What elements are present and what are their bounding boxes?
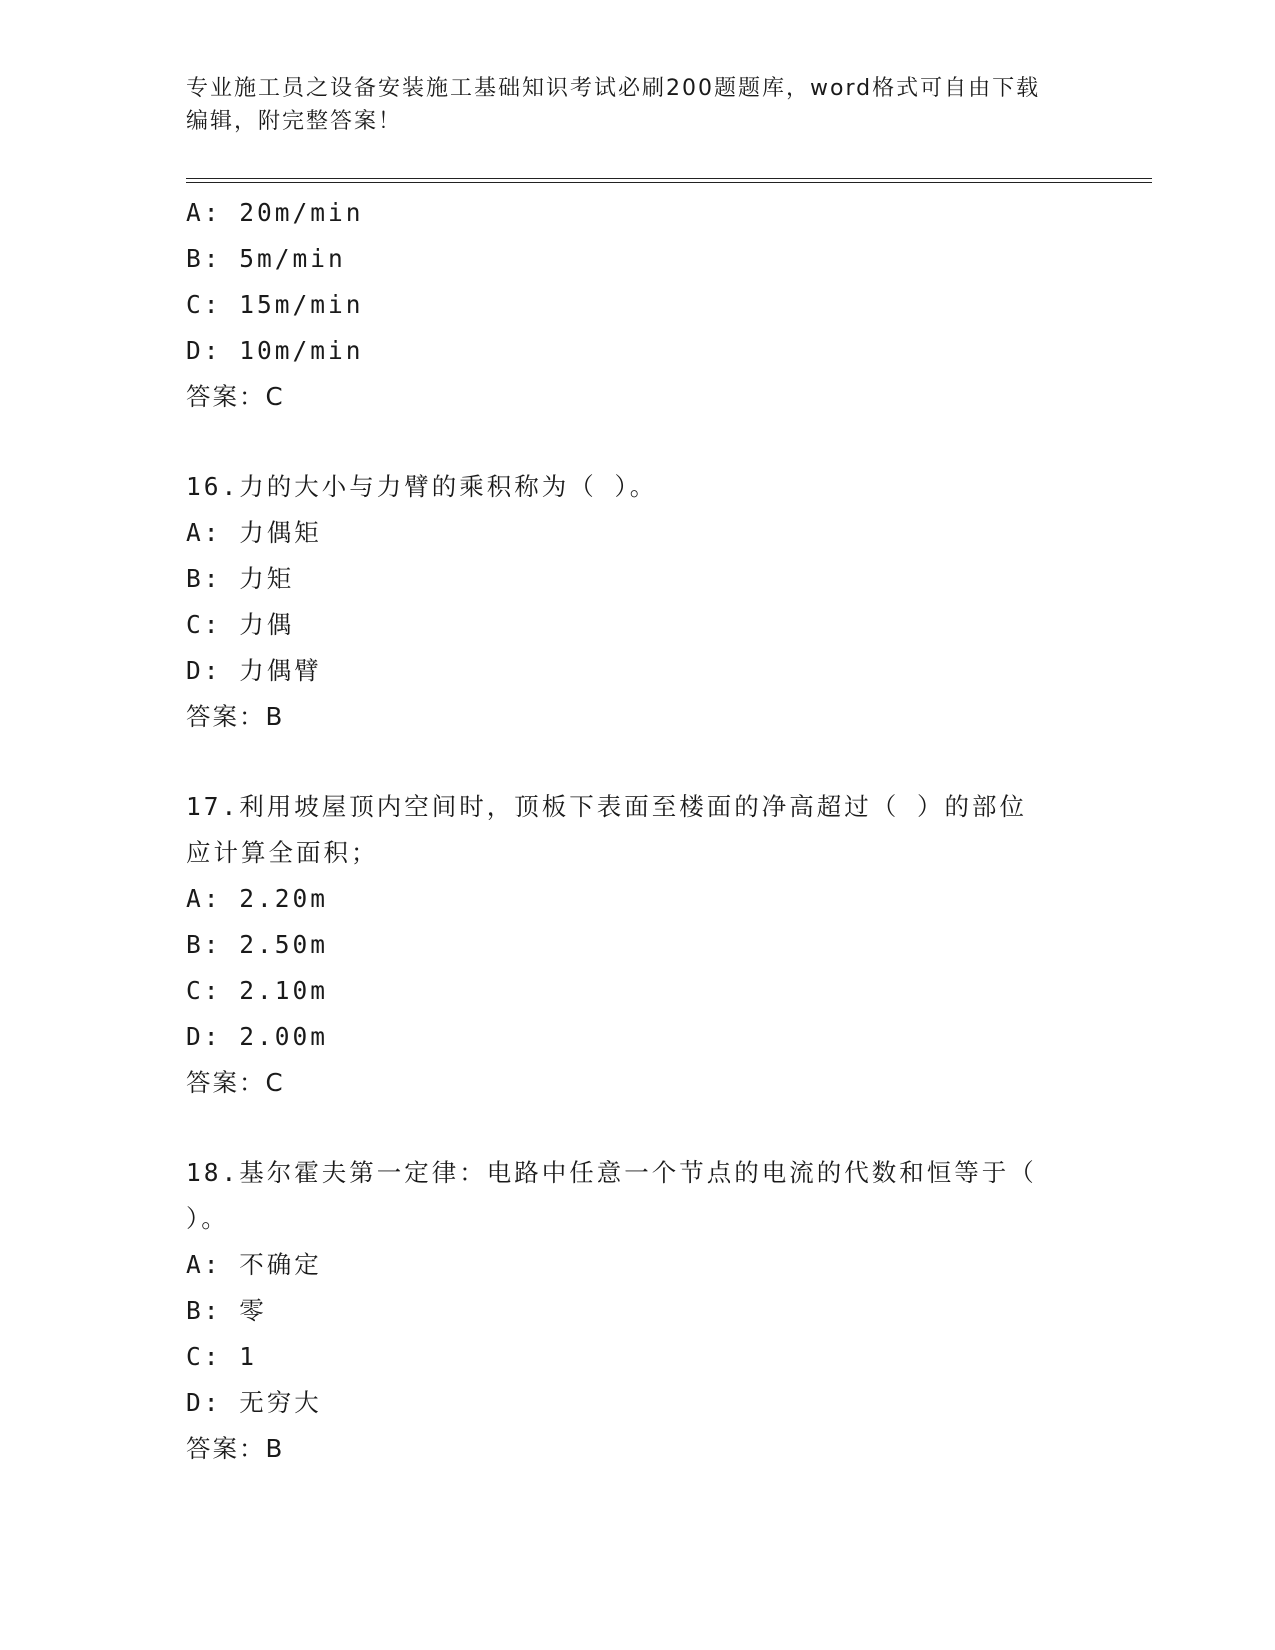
option-b: B: 零 — [186, 1296, 267, 1325]
answer: 答案：B — [186, 702, 285, 731]
header-divider-bottom — [186, 182, 1152, 183]
question-15 — [186, 190, 1086, 420]
option-d: D: 力偶臂 — [186, 656, 322, 685]
question-text-line-2: 应计算全面积； — [186, 838, 379, 867]
answer: 答案：B — [186, 1434, 285, 1463]
option-a: A: 20m/min — [186, 198, 364, 227]
option-b: B: 5m/min — [186, 244, 346, 273]
option-d: D: 2.00m — [186, 1022, 329, 1051]
question-list — [186, 190, 1086, 1472]
header-divider-top — [186, 178, 1152, 179]
option-a: A: 2.20m — [186, 884, 329, 913]
question-text-line-2: ）。 — [186, 1204, 229, 1233]
question-text-line-1: 17.利用坡屋顶内空间时，顶板下表面至楼面的净高超过（ ）的部位 — [186, 792, 1027, 821]
option-c: C: 1 — [186, 1342, 258, 1371]
question-text: 16.力的大小与力臂的乘积称为（ ）。 — [186, 472, 658, 501]
question-16 — [186, 464, 1086, 740]
document-header — [186, 72, 1086, 138]
question-18 — [186, 1150, 1086, 1472]
option-d: D: 无穷大 — [186, 1388, 322, 1417]
answer: 答案：C — [186, 1068, 285, 1097]
option-c: C: 力偶 — [186, 610, 295, 639]
option-d: D: 10m/min — [186, 336, 364, 365]
header-line-2: 编辑，附完整答案！ — [186, 109, 403, 134]
question-17 — [186, 784, 1086, 1106]
option-a: A: 力偶矩 — [186, 518, 322, 547]
option-b: B: 2.50m — [186, 930, 329, 959]
answer: 答案：C — [186, 382, 285, 411]
header-line-1: 专业施工员之设备安装施工基础知识考试必刷200题题库，word格式可自由下载 — [186, 76, 1041, 101]
option-c: C: 2.10m — [186, 976, 329, 1005]
option-b: B: 力矩 — [186, 564, 295, 593]
option-c: C: 15m/min — [186, 290, 364, 319]
question-text-line-1: 18.基尔霍夫第一定律：电路中任意一个节点的电流的代数和恒等于（ — [186, 1158, 1037, 1187]
option-a: A: 不确定 — [186, 1250, 322, 1279]
